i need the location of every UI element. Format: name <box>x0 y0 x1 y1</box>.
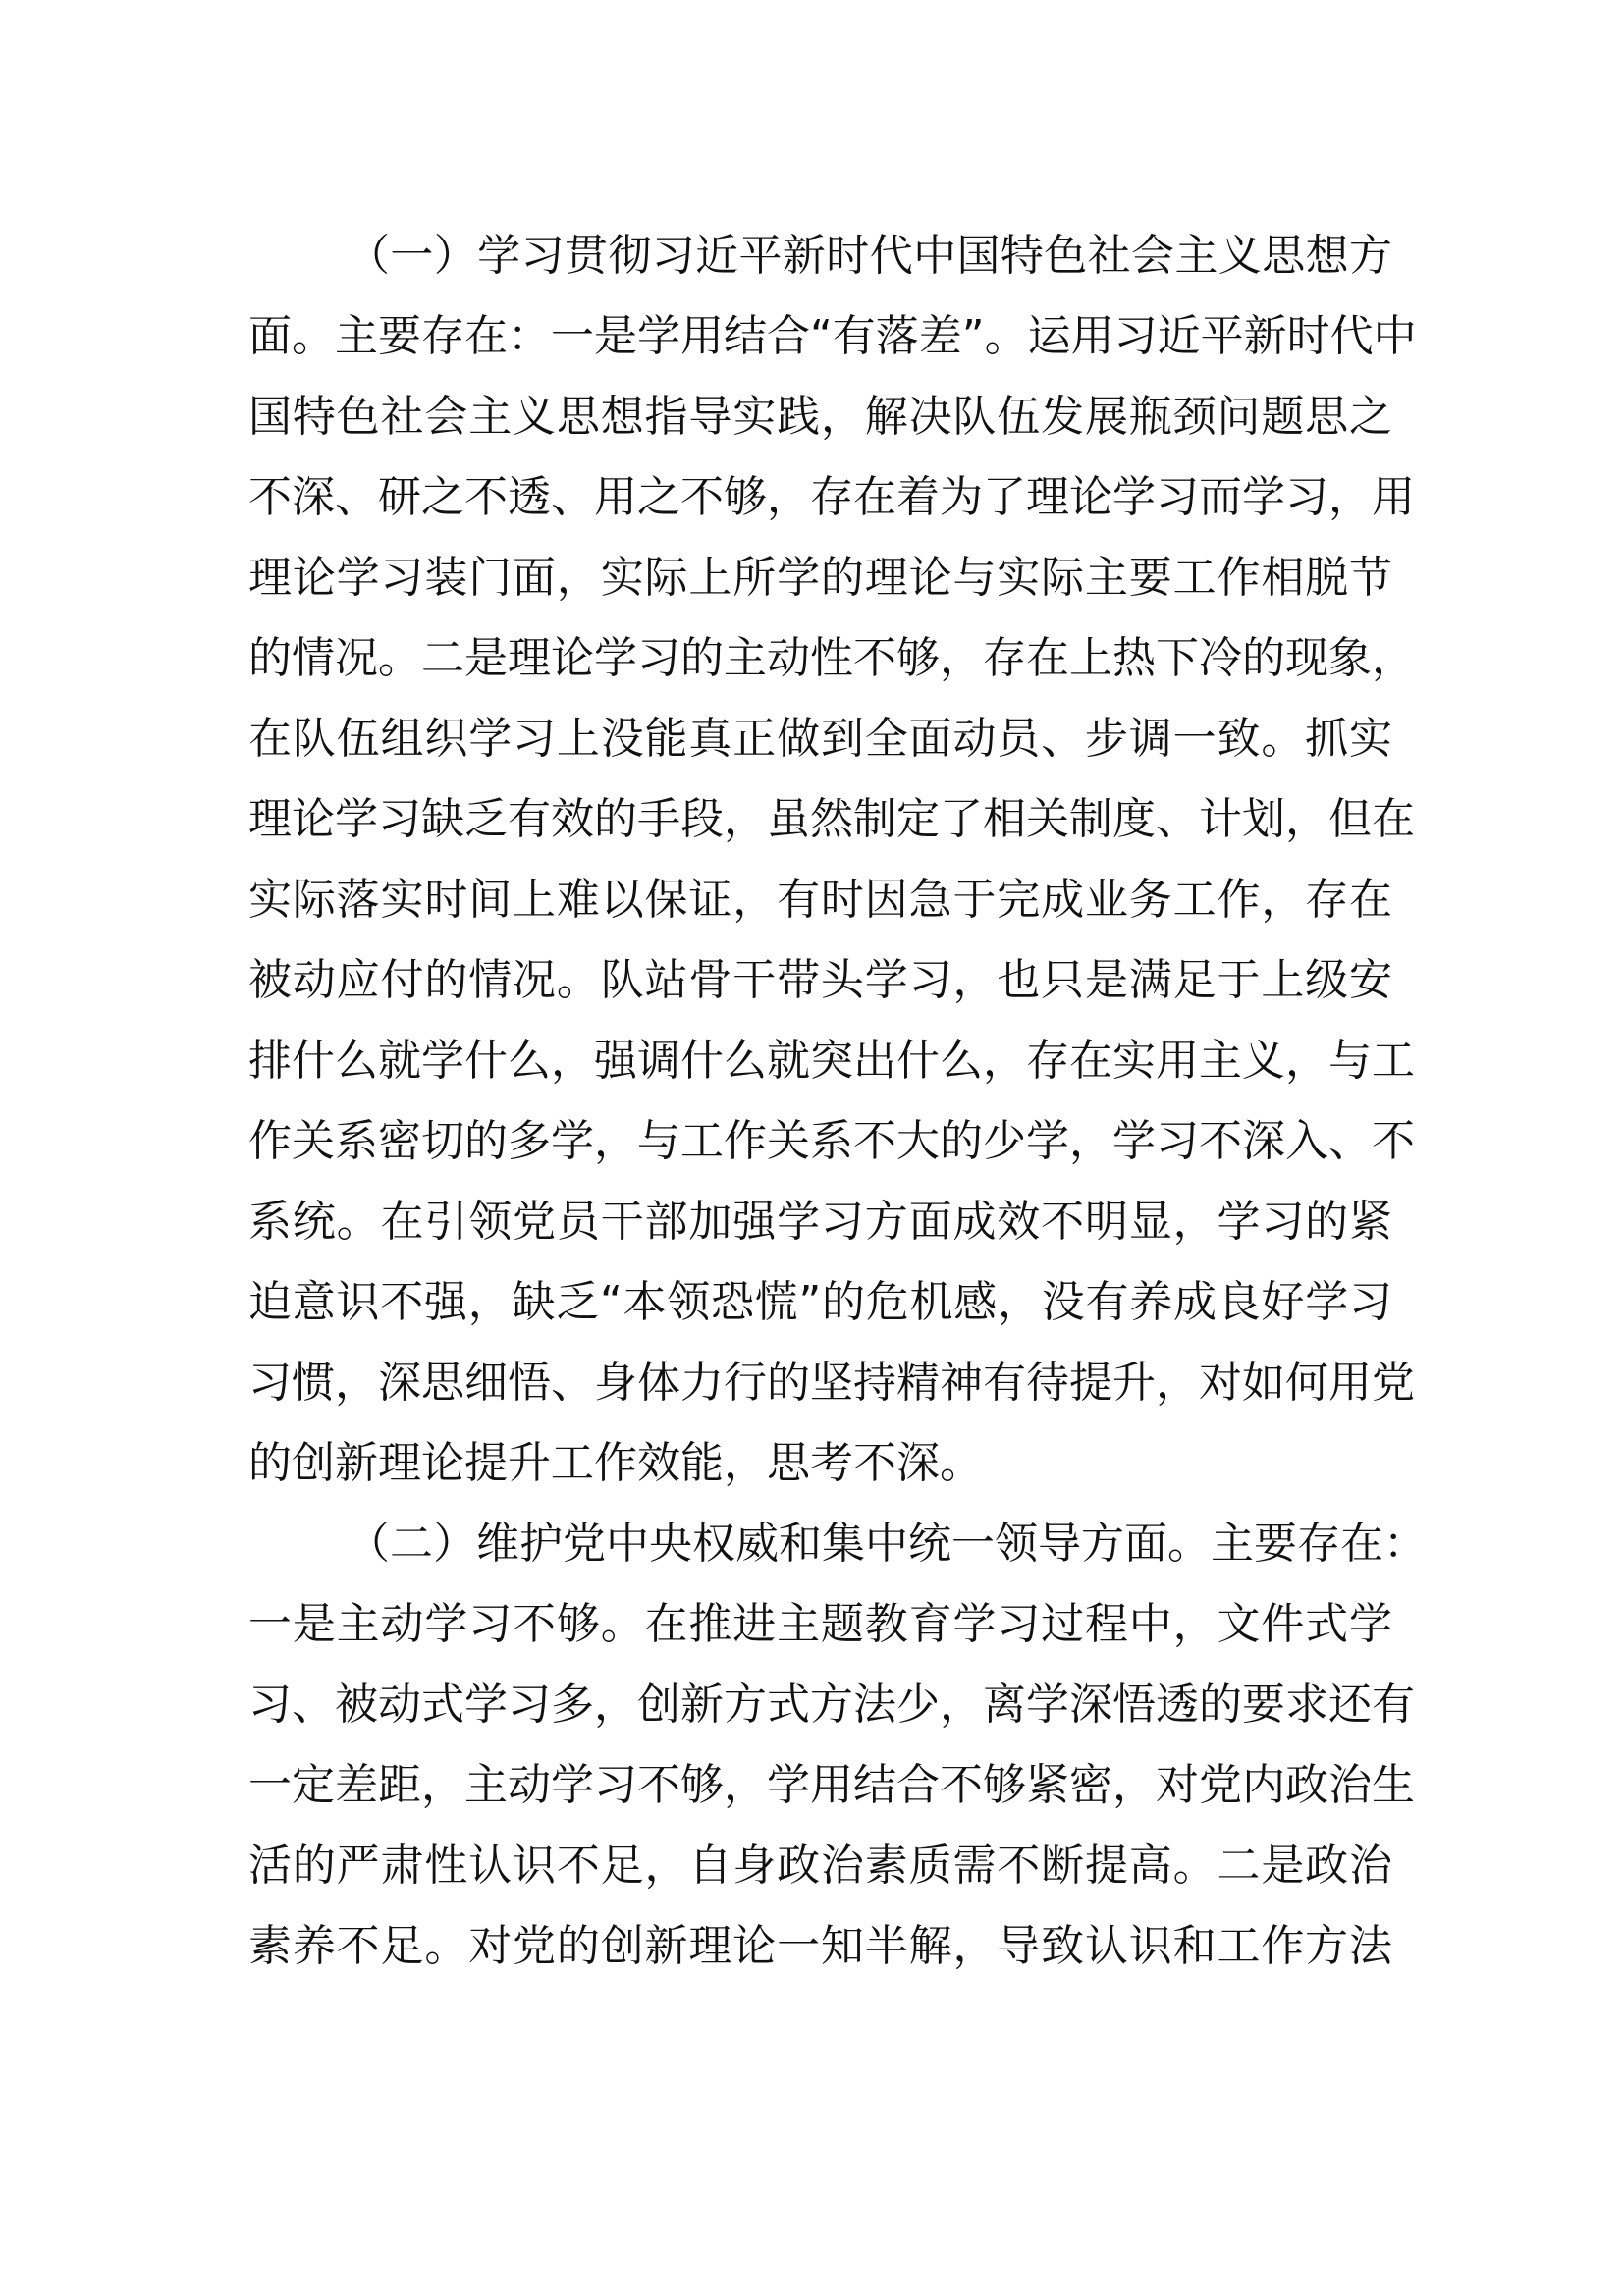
text-line: 系统。在引领党员干部加强学习方面成效不明显，学习的紧 <box>248 1197 1392 1247</box>
text-line: 习惯，深思细悟、身体力行的坚持精神有待提升，对如何用党 <box>248 1358 1415 1408</box>
paragraph <box>248 1504 1427 1987</box>
text-line: 一定差距，主动学习不够，学用结合不够紧密，对党内政治生 <box>248 1760 1415 1810</box>
text-line: （一）学习贯彻习近平新时代中国特色社会主义思想方 <box>347 231 1392 281</box>
text-line: 的创新理论提升工作效能，思考不深。 <box>248 1438 983 1488</box>
text-line: 面。主要存在：一是学用结合“有落差”。运用习近平新时代中 <box>248 311 1417 361</box>
text-line: 国特色社会主义思想指导实践，解决队伍发展瓶颈问题思之 <box>248 392 1392 442</box>
document-page <box>248 216 1427 1987</box>
text-line: （二）维护党中央权威和集中统一领导方面。主要存在： <box>347 1519 1427 1569</box>
text-line: 作关系密切的多学，与工作关系不大的少学，学习不深入、不 <box>248 1116 1415 1166</box>
text-line: 理论学习装门面，实际上所学的理论与实际主要工作相脱节 <box>248 553 1392 603</box>
text-line: 理论学习缺乏有效的手段，虽然制定了相关制度、计划，但在 <box>248 794 1415 844</box>
text-line: 不深、研之不透、用之不够，存在着为了理论学习而学习，用 <box>248 472 1415 522</box>
paragraph <box>248 216 1417 1504</box>
text-line: 在队伍组织学习上没能真正做到全面动员、步调一致。抓实 <box>248 714 1392 764</box>
text-line: 一是主动学习不够。在推进主题教育学习过程中，文件式学 <box>248 1599 1392 1649</box>
text-line: 的情况。二是理论学习的主动性不够，存在上热下冷的现象， <box>248 633 1415 683</box>
text-line: 被动应付的情况。队站骨干带头学习，也只是满足于上级安 <box>248 955 1392 1005</box>
text-line: 活的严肃性认识不足，自身政治素质需不断提高。二是政治 <box>248 1841 1392 1891</box>
text-line: 素养不足。对党的创新理论一知半解，导致认识和工作方法 <box>248 1921 1392 1971</box>
text-line: 实际落实时间上难以保证，有时因急于完成业务工作，存在 <box>248 875 1392 925</box>
text-line: 排什么就学什么，强调什么就突出什么，存在实用主义，与工 <box>248 1036 1415 1086</box>
text-line: 习、被动式学习多，创新方式方法少，离学深悟透的要求还有 <box>248 1680 1415 1730</box>
text-line: 迫意识不强，缺乏“本领恐慌”的危机感，没有养成良好学习 <box>248 1277 1392 1327</box>
